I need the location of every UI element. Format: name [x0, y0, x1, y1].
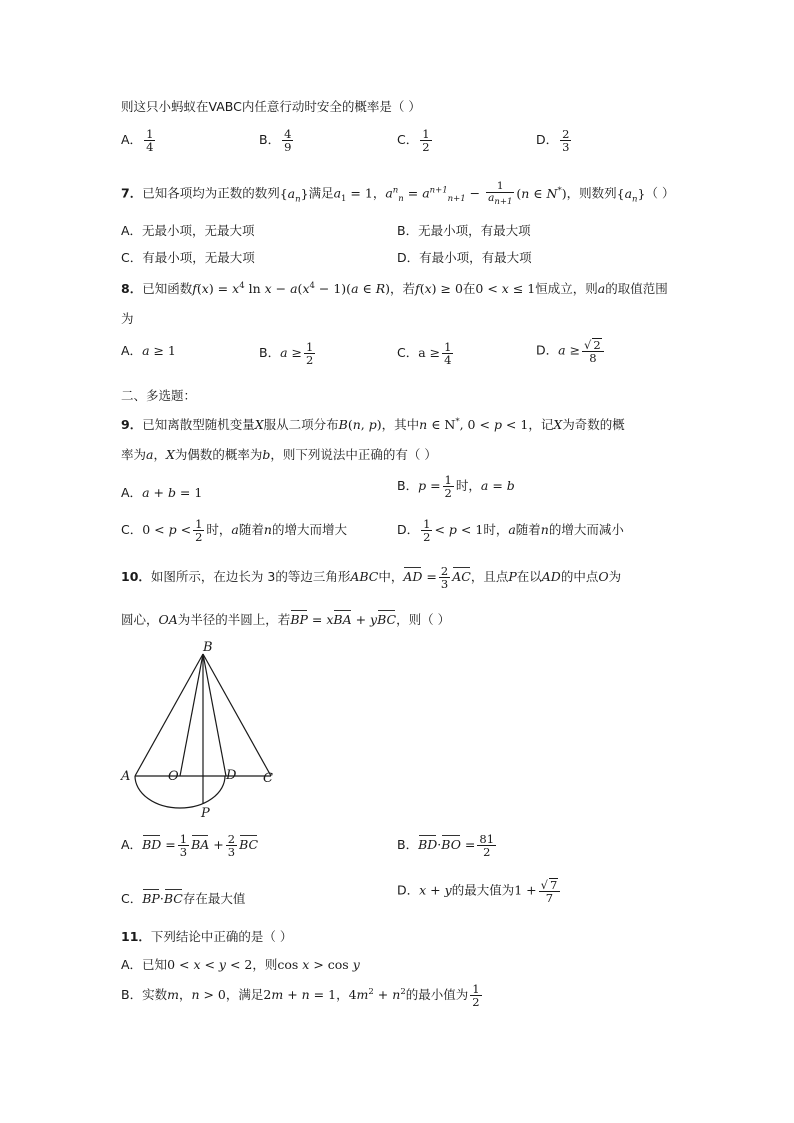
- q11-option-a: A．已知0 < x < y < 2，则cos x > cos y: [121, 957, 360, 972]
- label-b: B: [203, 640, 213, 655]
- q9-option-d: D． $\frac{1}{2}$ < p < 1时，a随着n的增大而减小: [397, 517, 624, 545]
- q7-option-a: A．无最小项，无最大项: [121, 223, 255, 238]
- q10-option-c: C．BP·BC存在最大值: [121, 891, 246, 906]
- q8-stem: 8．已知函数$f(x) = x^4$ $\ln x - a(x^4 - 1)(a$ ∈ R)，若f(x) ≥ 0在0 < x ≤ 1恒成立，则a的取值范围: [121, 280, 668, 296]
- q6-option-a: A． $\frac{1}{4}$: [121, 127, 154, 155]
- section-multi-choice: 二、多选题：: [121, 388, 197, 403]
- q7-option-b: B．无最小项，有最大项: [397, 223, 531, 238]
- q10-stem-line2: 圆心，OA为半径的半圆上，若BP = xBA + yBC，则（ ）: [121, 612, 451, 627]
- edge-bc: [203, 654, 271, 776]
- q6-option-c: C． $\frac{1}{2}$: [397, 127, 430, 155]
- segment-bd: [203, 654, 226, 776]
- label-a: A: [121, 769, 131, 784]
- q10-option-a: A．BD = $\frac{1}{3}$ BA + $\frac{2}{3}$ BC: [121, 832, 259, 860]
- q8-option-d: D．a ≥ $\frac{√ 2}{8}$: [536, 338, 606, 364]
- q9-option-b: B．p = $\frac{1}{2}$ 时，a = b: [397, 473, 515, 501]
- intro-line: 则这只小蚂蚁在VABC内任意行动时安全的概率是（ ）: [121, 99, 421, 114]
- q11-stem: 11．下列结论中正确的是（ ）: [121, 929, 293, 944]
- q10-stem: 10．如图所示，在边长为 3的等边三角形ABC中，AD = $\frac{2}{3}$ AC，且点P在以AD的中点O为: [121, 564, 622, 592]
- q9-option-a: A．a + b = 1: [121, 485, 203, 500]
- q8-option-a: A．a ≥ 1: [121, 343, 176, 358]
- q9-option-c: C．0 < p < $\frac{1}{2}$ 时，a随着n的增大而增大: [121, 517, 347, 545]
- label-p: P: [201, 806, 210, 821]
- edge-ab: [135, 654, 203, 776]
- q7-option-c: C．有最小项，无最大项: [121, 250, 255, 265]
- q11-option-b: B．实数m，n > 0，满足2m + n = 1，$4m^2 + n^2$的最小值为 $\frac{1}{2}$: [121, 982, 480, 1010]
- q10-triangle-figure: [115, 636, 285, 826]
- q8-stem-line2: 为: [121, 311, 134, 326]
- q10-option-b: B．BD·BO = $\frac{81}{2}$: [397, 832, 495, 860]
- label-d: D: [226, 768, 237, 783]
- q8-option-b: B．a ≥ $\frac{1}{2}$: [259, 340, 314, 368]
- q7-stem: 7．已知各项均为正数的数列$\{a_n\}$满足$a_1 = 1$，$a^n_n = a^{n+1}_{n+1}$ − $\frac{1}{a_{n+1}}$ (n ∈ N*)，则数列$\{a_n\}$（ ）: [121, 180, 675, 208]
- q8-option-c: C．a ≥ $\frac{1}{4}$: [397, 340, 452, 368]
- label-o: O: [168, 769, 179, 784]
- label-c: C: [263, 771, 273, 786]
- q6-option-d: D． $\frac{2}{3}$: [536, 127, 570, 155]
- q7-option-d: D．有最小项，有最大项: [397, 250, 532, 265]
- q10-option-d: D．x + y的最大值为1 + $\frac{√ 7}{7}$: [397, 878, 562, 904]
- segment-bo: [180, 654, 203, 776]
- q9-stem: 9．已知离散型随机变量X服从二项分布B(n, p)，其中n ∈ N*, 0 < p < 1，记X为奇数的概: [121, 416, 625, 432]
- q6-option-b: B． $\frac{4}{9}$: [259, 127, 292, 155]
- q9-stem-line2: 率为a，X为偶数的概率为b，则下列说法中正确的有（ ）: [121, 447, 437, 462]
- semicircle-ad: [135, 776, 225, 808]
